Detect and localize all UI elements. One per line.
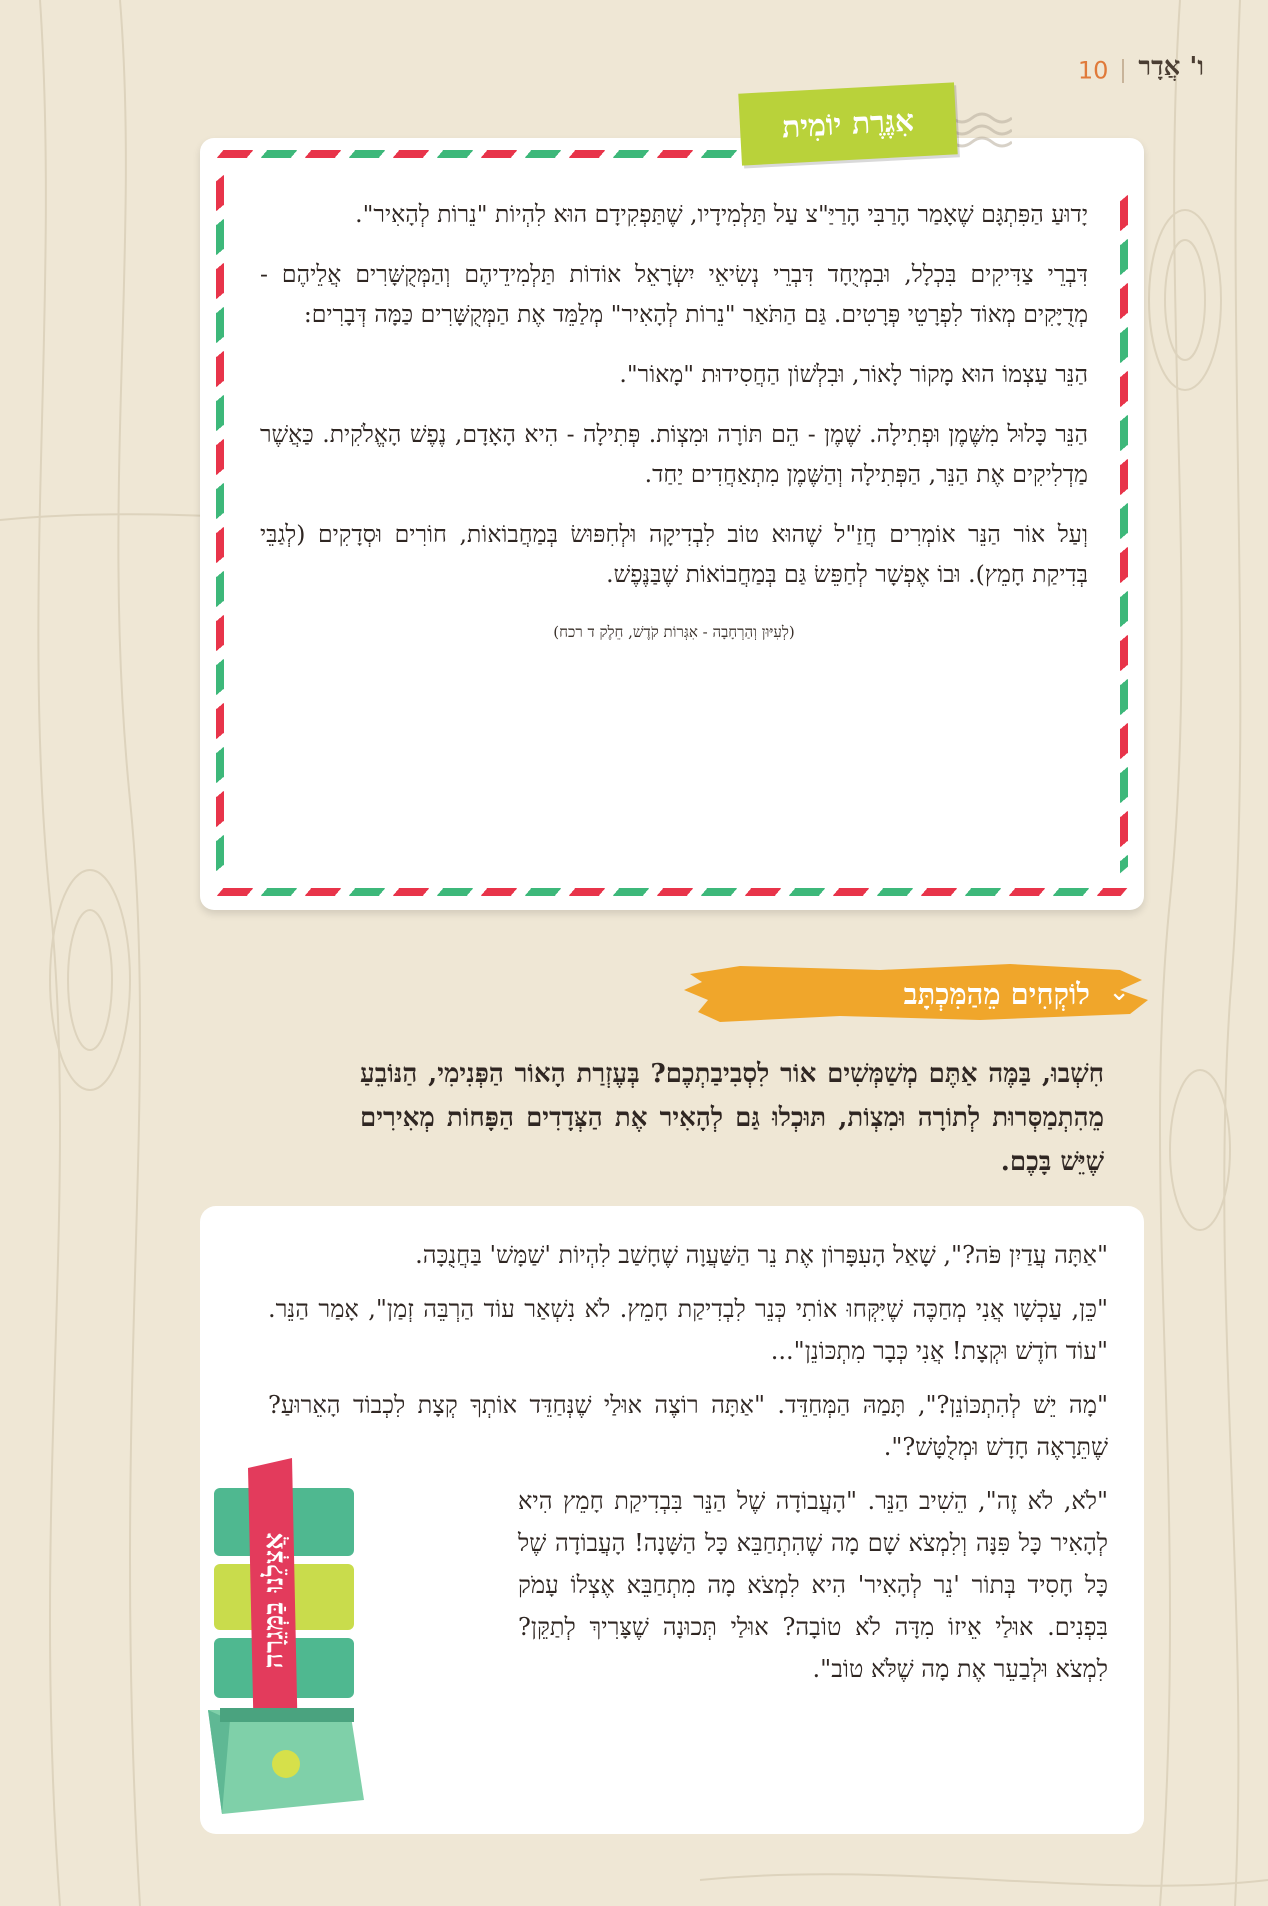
airmail-stripe-left (216, 175, 224, 874)
story-paragraph: "אַתָּה עֲדַיִן פֹּה?", שָׁאַל הָעִפָּרוֹן אֶת נֵר הַשַּׁעֲוָה שֶׁחָשַׁב לִהְיוֹת 'שַׁמָּשׁ' בַּחֲנֻכָּה. (415, 1241, 1108, 1269)
page-number: 10 (1077, 56, 1109, 85)
section-banner-label: לוֹקְחִים מֵהַמִּכְתָּב (903, 976, 1090, 1011)
double-chevron-down-icon: ⌄ (1108, 977, 1130, 1007)
letter-paragraph: הַנֵּר כָּלוּל מִשֶּׁמֶן וּפְתִילָה. שֶׁמֶן - הֵם תּוֹרָה וּמִצְוֹת. פְּתִילָה - הִיא הָאָדָם, נֶפֶשׁ הָאֱלֹקִית. כַּאֲשֶׁר מַדְלִיקִים אֶת הַנֵּר, הַפְּתִילָה וְהַשֶּׁמֶן מִתְאַחֲדִים יַחַד. (260, 420, 1088, 488)
drawer-label (244, 1480, 304, 1720)
story-paragraph: "מָה יֵשׁ לְהִתְכּוֹנֵן?", תָּמַהּ הַמְּחַדֵּד. "אַתָּה רוֹצֶה אוּלַי שֶׁנְּחַדֵּד אוֹתְךָ קְצָת לִכְבוֹד הָאֵרוּעַ? שֶׁתֵּרָאֶה חָדָשׁ וּמְלֻטָּשׁ?". (268, 1391, 1108, 1461)
letter-paragraph: הַנֵּר עַצְמוֹ הוּא מָקוֹר לָאוֹר, וּבִלְשׁוֹן הַחֲסִידוּת "מָאוֹר". (619, 360, 1088, 388)
daily-letter-tag-label: אִגֶּרֶת יוֹמִית (781, 103, 915, 145)
letter-paragraph: דִּבְרֵי צַדִּיקִים בִּכְלָל, וּבִמְיֻחָד דִּבְרֵי נְשִׂיאֵי יִשְׂרָאֵל אוֹדוֹת תַּלְמִידֵיהֶם וְהַמְּקֻשָּׁרִים אֲלֵיהֶם - מְדֻיָּקִים מְאוֹד לִפְרָטֵי פְּרָטִים. גַּם הַתֹּאַר "נֵרוֹת לְהָאִיר" מְלַמֵּד אֶת הַמְּקֻשָּׁרִים כַּמָּה דְּבָרִים: (260, 260, 1088, 328)
letter-paragraph: יָדוּעַ הַפִּתְגָּם שֶׁאָמַר הָרַבִּי הָרַיַּ"צ עַל תַּלְמִידָיו, שֶׁתַּפְקִידָם הוּא לִהְיוֹת "נֵרוֹת לְהָאִיר". (355, 200, 1088, 228)
airmail-stripe-right (1120, 195, 1128, 874)
daily-letter-card (200, 138, 1144, 910)
page-header (64, 52, 1204, 92)
reflection-text: חִשְׁבוּ, בַּמֶּה אַתֶּם מְשַׁמְּשִׁים אוֹר לִסְבִיבַתְכֶם? בְּעֶזְרַת הָאוֹר הַפְּנִימִי, הַנּוֹבֵעַ מֵהִתְמַסְּרוּת לְתוֹרָה וּמִצְוֹת, תּוּכְלוּ גַּם לְהָאִיר אֶת הַצְּדָדִים הַפָּחוֹת מְאִירִים שֶׁיֵּשׁ בָּכֶם. (360, 1059, 1104, 1177)
daily-letter-tag (738, 82, 957, 165)
drawer-label-text: אֲצְלֵנוּ בַּמְּגֵרָה (258, 1532, 290, 1668)
letter-text (260, 194, 1088, 672)
hebrew-date: ו' אֲדָר (1138, 52, 1204, 82)
story-paragraph: "לֹא, לֹא זֶה", הֵשִׁיב הַנֵּר. "הָעֲבוֹדָה שֶׁל הַנֵּר בִּבְדִיקַת חָמֵץ הִיא לְהָאִיר כָּל פִּנָּה וְלִמְצֹא שָׁם מָה שֶׁהִתְחַבֵּא כָּל הַשָּׁנָה! הָעֲבוֹדָה שֶׁל כָּל חָסִיד בְּתוֹר 'נֵר לְהָאִיר' הִיא לִמְצֹא מָה מִתְחַבֵּא אֶצְלוֹ עָמֹק בִּפְנִים. אוּלַי אֵיזוֹ מִדָּה לֹא טוֹבָה? אוּלַי תְּכוּנָה שֶׁצָּרִיךְ לְתַקֵּן? לִמְצֹא וּלְבַעֵר אֶת מָה שֶׁלֹּא טוֹב". (518, 1487, 1108, 1683)
header-divider (1122, 59, 1124, 83)
letter-source-reference: (לְעִיּוּן וְהַרְחָבָה - אִגְּרוֹת קֹדֶשׁ, חֵלֶק ד רכח) (553, 623, 795, 641)
letter-paragraph: וְעַל אוֹר הַנֵּר אוֹמְרִים חֲזַ"ל שֶׁהוּא טוֹב לִבְדִיקָה וּלְחִפּוּשׂ בְּמַחֲבוֹאוֹת, חוֹרִים וּסְדָקִים (לְגַבֵּי בְּדִיקַת חָמֵץ). וּבוֹ אֶפְשָׁר לְחַפֵּשׂ גַּם בְּמַחֲבוֹאוֹת שֶׁבַּנֶּפֶשׁ. (260, 520, 1088, 588)
airmail-stripe-bottom (217, 888, 1128, 896)
story-text (268, 1234, 1108, 1702)
section-banner (680, 960, 1150, 1028)
story-paragraph: "כֵּן, עַכְשָׁו אֲנִי מְחַכֶּה שֶׁיִּקְּחוּ אוֹתִי כְּנֵר לִבְדִיקַת חָמֵץ. לֹא נִשְׁאַר עוֹד הַרְבֵּה זְמַן", אָמַר הַנֵּר. "עוֹד חֹדֶשׁ וּקְצָת! אֲנִי כְּבָר מִתְכּוֹנֵן"... (268, 1295, 1109, 1365)
